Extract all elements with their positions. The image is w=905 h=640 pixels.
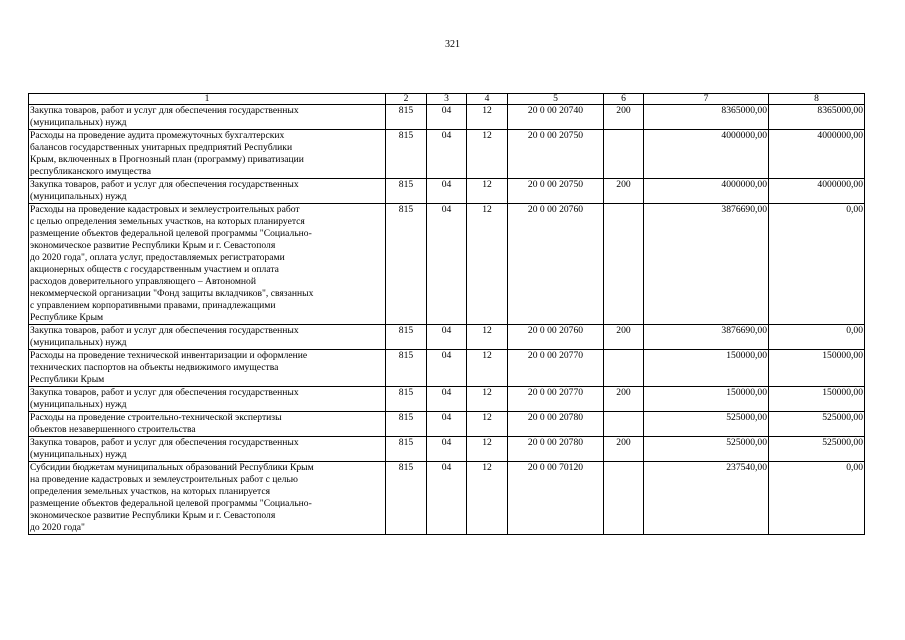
- ministry-code: 815: [386, 412, 427, 437]
- table-row: [29, 179, 865, 204]
- target-article-code: 20 0 00 20760: [508, 204, 604, 325]
- target-article-code: 20 0 00 20750: [508, 130, 604, 179]
- table-row: [29, 105, 865, 130]
- amount-year-1: 150000,00: [644, 350, 769, 387]
- section-code: 04: [427, 412, 467, 437]
- expense-type-code: 200: [604, 437, 644, 462]
- column-header: 8: [769, 94, 865, 105]
- amount-year-2: 0,00: [769, 462, 865, 535]
- section-code: 04: [427, 350, 467, 387]
- subsection-code: 12: [467, 105, 508, 130]
- table-row: [29, 204, 865, 325]
- expense-description: Закупка товаров, работ и услуг для обеспечения государственных (муниципальных) нужд: [29, 325, 386, 350]
- column-header: 4: [467, 94, 508, 105]
- table-row: [29, 325, 865, 350]
- table-row: [29, 462, 865, 535]
- header-row: [29, 94, 865, 105]
- target-article-code: 20 0 00 20780: [508, 437, 604, 462]
- column-header: 3: [427, 94, 467, 105]
- expense-description: Закупка товаров, работ и услуг для обеспечения государственных (муниципальных) нужд: [29, 179, 386, 204]
- ministry-code: 815: [386, 462, 427, 535]
- page-number: 321: [445, 39, 460, 50]
- ministry-code: 815: [386, 130, 427, 179]
- amount-year-1: 525000,00: [644, 437, 769, 462]
- subsection-code: 12: [467, 462, 508, 535]
- expense-type-code: [604, 130, 644, 179]
- expense-type-code: [604, 350, 644, 387]
- target-article-code: 20 0 00 20760: [508, 325, 604, 350]
- target-article-code: 20 0 00 20780: [508, 412, 604, 437]
- section-code: 04: [427, 204, 467, 325]
- table-row: [29, 437, 865, 462]
- expense-description: Закупка товаров, работ и услуг для обеспечения государственных (муниципальных) нужд: [29, 387, 386, 412]
- section-code: 04: [427, 387, 467, 412]
- amount-year-1: 4000000,00: [644, 130, 769, 179]
- amount-year-2: 0,00: [769, 325, 865, 350]
- amount-year-1: 3876690,00: [644, 325, 769, 350]
- expense-description: Расходы на проведение аудита промежуточных бухгалтерских балансов государственных унитарных предприятий Республики Крым, включенных в Прогнозный план (программу) приватизации республиканского имущества: [29, 130, 386, 179]
- amount-year-2: 4000000,00: [769, 130, 865, 179]
- subsection-code: 12: [467, 204, 508, 325]
- section-code: 04: [427, 437, 467, 462]
- expense-type-code: 200: [604, 105, 644, 130]
- expense-type-code: [604, 204, 644, 325]
- table-row: [29, 387, 865, 412]
- subsection-code: 12: [467, 437, 508, 462]
- subsection-code: 12: [467, 412, 508, 437]
- ministry-code: 815: [386, 387, 427, 412]
- target-article-code: 20 0 00 20770: [508, 350, 604, 387]
- ministry-code: 815: [386, 179, 427, 204]
- table-row: [29, 412, 865, 437]
- amount-year-2: 525000,00: [769, 412, 865, 437]
- target-article-code: 20 0 00 20770: [508, 387, 604, 412]
- ministry-code: 815: [386, 204, 427, 325]
- expense-description: Расходы на проведение кадастровых и землеустроительных работ с целью определения земельных участков, на которых планируется размещение объектов федеральной целевой программы "Социально- экономическое развитие Республики Крым и г. Севастополя до 2020 года", оплата услуг, предоставляемых регистраторами акционерных обществ с государственным участием и оплата расходов доверительного управляющего – Автономной некоммерческой организации "Фонд защиты вкладчиков", связанных с управлением корпоративными правами, принадлежащими Республике Крым: [29, 204, 386, 325]
- amount-year-1: 8365000,00: [644, 105, 769, 130]
- column-header: 2: [386, 94, 427, 105]
- expense-description: Закупка товаров, работ и услуг для обеспечения государственных (муниципальных) нужд: [29, 437, 386, 462]
- expense-type-code: [604, 462, 644, 535]
- amount-year-1: 4000000,00: [644, 179, 769, 204]
- amount-year-1: 525000,00: [644, 412, 769, 437]
- expense-type-code: 200: [604, 325, 644, 350]
- subsection-code: 12: [467, 179, 508, 204]
- column-header: 6: [604, 94, 644, 105]
- section-code: 04: [427, 179, 467, 204]
- amount-year-1: 3876690,00: [644, 204, 769, 325]
- section-code: 04: [427, 325, 467, 350]
- expense-type-code: 200: [604, 179, 644, 204]
- ministry-code: 815: [386, 350, 427, 387]
- subsection-code: 12: [467, 350, 508, 387]
- target-article-code: 20 0 00 70120: [508, 462, 604, 535]
- table-row: [29, 350, 865, 387]
- budget-table: [28, 93, 865, 535]
- target-article-code: 20 0 00 20750: [508, 179, 604, 204]
- amount-year-1: 150000,00: [644, 387, 769, 412]
- target-article-code: 20 0 00 20740: [508, 105, 604, 130]
- expense-type-code: [604, 412, 644, 437]
- amount-year-2: 525000,00: [769, 437, 865, 462]
- ministry-code: 815: [386, 437, 427, 462]
- section-code: 04: [427, 130, 467, 179]
- amount-year-2: 4000000,00: [769, 179, 865, 204]
- expense-type-code: 200: [604, 387, 644, 412]
- amount-year-2: 150000,00: [769, 350, 865, 387]
- amount-year-2: 150000,00: [769, 387, 865, 412]
- amount-year-1: 237540,00: [644, 462, 769, 535]
- amount-year-2: 0,00: [769, 204, 865, 325]
- ministry-code: 815: [386, 325, 427, 350]
- amount-year-2: 8365000,00: [769, 105, 865, 130]
- column-header: 1: [29, 94, 386, 105]
- column-header: 5: [508, 94, 604, 105]
- subsection-code: 12: [467, 325, 508, 350]
- section-code: 04: [427, 105, 467, 130]
- expense-description: Расходы на проведение технической инвентаризации и оформление технических паспортов на объекты недвижимого имущества Республики Крым: [29, 350, 386, 387]
- expense-description: Субсидии бюджетам муниципальных образований Республики Крым на проведение кадастровых и землеустроительных работ с целью определения земельных участков, на которых планируется размещение объектов федеральной целевой программы "Социально- экономическое развитие Республики Крым и г. Севастополя до 2020 года": [29, 462, 386, 535]
- expense-description: Расходы на проведение строительно-технической экспертизы объектов незавершенного строительства: [29, 412, 386, 437]
- section-code: 04: [427, 462, 467, 535]
- column-header: 7: [644, 94, 769, 105]
- ministry-code: 815: [386, 105, 427, 130]
- subsection-code: 12: [467, 130, 508, 179]
- expense-description: Закупка товаров, работ и услуг для обеспечения государственных (муниципальных) нужд: [29, 105, 386, 130]
- subsection-code: 12: [467, 387, 508, 412]
- table-row: [29, 130, 865, 179]
